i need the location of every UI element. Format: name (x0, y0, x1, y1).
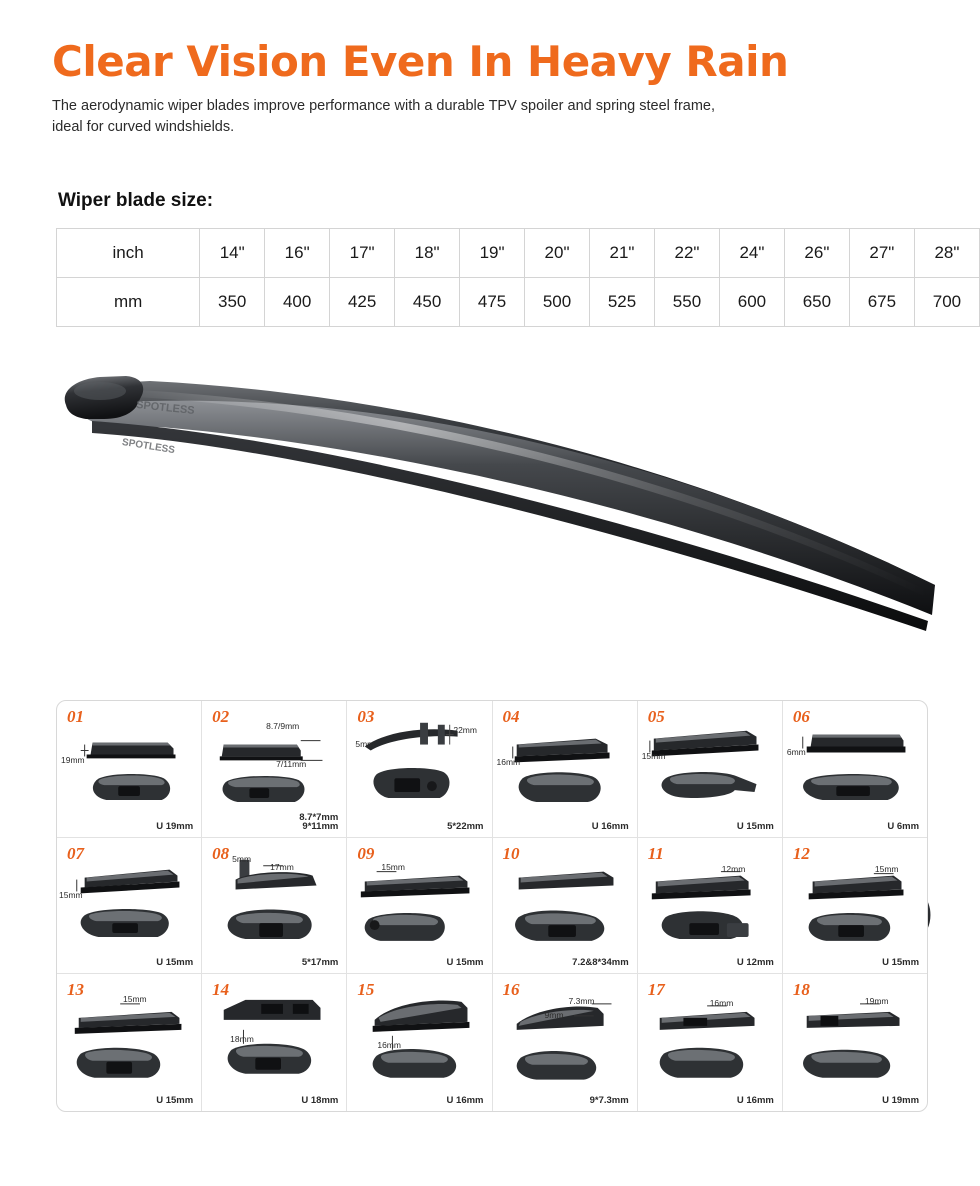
adapter-cell-08 (202, 838, 347, 975)
mm-cell: 700 (914, 278, 979, 327)
adapter-illustration (347, 974, 491, 1111)
adapter-caption: U 15mm (156, 1094, 194, 1106)
mm-cell: 350 (200, 278, 265, 327)
adapter-cell-16 (493, 974, 638, 1111)
adapter-cell-11 (638, 838, 783, 975)
adapter-cell-13 (57, 974, 202, 1111)
adapter-cell-03 (347, 701, 492, 838)
adapter-cell-14 (202, 974, 347, 1111)
mm-cell: 675 (849, 278, 914, 327)
adapter-caption: U 15mm (156, 957, 194, 969)
adapter-note: 22mm (453, 725, 477, 735)
adapter-note: 19mm (864, 996, 889, 1007)
inch-cell: 28" (914, 229, 979, 278)
adapter-cell-18 (783, 974, 927, 1111)
adapter-note: 15mm (59, 889, 83, 900)
adapter-cell-02 (202, 701, 347, 838)
adapter-number: 15 (357, 980, 375, 1000)
table-row (57, 278, 980, 327)
inch-cell: 19" (460, 229, 525, 278)
adapter-cell-15 (347, 974, 492, 1111)
adapter-cell-07 (57, 838, 202, 975)
adapter-illustration (202, 974, 346, 1111)
adapter-note: 19mm (61, 755, 85, 765)
adapter-illustration (638, 838, 782, 974)
inch-cell: 18" (395, 229, 460, 278)
adapter-illustration (493, 701, 637, 837)
adapter-caption-line1: 8.7*7mm (299, 811, 339, 823)
adapter-caption: U 12mm (736, 957, 774, 969)
adapter-caption: U 16mm (591, 820, 629, 832)
adapter-note: 18mm (230, 1034, 254, 1045)
adapter-note: 6mm (786, 747, 806, 757)
adapter-number: 16 (502, 980, 520, 1000)
adapter-cell-04 (493, 701, 638, 838)
inch-cell: 26" (784, 229, 849, 278)
adapter-illustration (783, 838, 927, 974)
adapter-number: 11 (647, 843, 664, 863)
brand-logo-blade-small: SPOTLESS (121, 437, 176, 457)
adapter-illustration (783, 974, 927, 1111)
mm-cell: 650 (784, 278, 849, 327)
adapter-illustration (57, 701, 201, 837)
adapter-number: 08 (212, 843, 230, 863)
adapter-cell-01 (57, 701, 202, 838)
adapter-caption: 7.2&8*34mm (572, 957, 629, 969)
inch-cell: 14" (200, 229, 265, 278)
adapter-illustration (638, 974, 782, 1111)
adapter-caption: U 6mm (887, 820, 920, 832)
adapter-number: 13 (67, 980, 84, 1000)
adapter-row (57, 974, 927, 1111)
adapter-caption: U 15mm (446, 957, 484, 969)
wiper-size-table (56, 228, 980, 327)
adapter-note: 16mm (496, 757, 521, 767)
mm-cell: 400 (265, 278, 330, 327)
adapter-note: 7/11mm (276, 759, 307, 769)
adapter-illustration (57, 838, 201, 974)
mm-cell: 475 (460, 278, 525, 327)
adapter-illustration (783, 701, 927, 837)
adapter-note: 12mm (721, 863, 746, 874)
adapter-cell-06 (783, 701, 927, 838)
adapter-number: 17 (647, 980, 665, 1000)
adapter-note: 15mm (874, 863, 899, 874)
adapter-caption: U 19mm (156, 820, 194, 832)
adapter-note: 15mm (123, 994, 147, 1005)
adapter-cell-17 (638, 974, 783, 1111)
row-header-inch: inch (57, 229, 200, 278)
adapter-caption: U 16mm (736, 1094, 774, 1106)
inch-cell: 22" (654, 229, 719, 278)
adapter-number: 09 (357, 843, 375, 863)
inch-cell: 20" (525, 229, 590, 278)
adapter-note: 15mm (381, 861, 405, 872)
adapter-caption-line2: 9*11mm (302, 820, 339, 832)
mm-cell: 600 (719, 278, 784, 327)
page-title: Clear Vision Even In Heavy Rain (52, 37, 789, 86)
row-header-mm: mm (57, 278, 200, 327)
adapter-compatibility-grid (56, 700, 928, 1112)
adapter-note: 16mm (709, 998, 734, 1009)
adapter-caption: 5*22mm (447, 820, 484, 832)
table-row (57, 229, 980, 278)
adapter-cell-09 (347, 838, 492, 975)
adapter-illustration (493, 974, 637, 1111)
inch-cell: 16" (265, 229, 330, 278)
adapter-illustration (347, 701, 491, 837)
mm-cell: 550 (654, 278, 719, 327)
brand-logo-blade: SPOTLESS (135, 399, 196, 418)
mm-cell: 500 (525, 278, 590, 327)
adapter-row (57, 838, 927, 975)
adapter-note: 9mm (544, 1010, 564, 1021)
page-subtitle: The aerodynamic wiper blades improve performance with a durable TPV spoiler and spring steel frame, ideal for curved windshields. (52, 98, 716, 136)
inch-cell: 17" (330, 229, 395, 278)
adapter-number: 01 (67, 707, 84, 726)
adapter-cell-10 (493, 838, 638, 975)
page-header (0, 0, 980, 138)
adapter-number: 04 (502, 707, 520, 726)
adapter-caption: 5*17mm (301, 957, 339, 969)
adapter-number: 14 (212, 980, 230, 1000)
adapter-caption: 9*7.3mm (589, 1094, 629, 1106)
adapter-illustration (493, 838, 637, 974)
adapter-number: 06 (792, 707, 810, 726)
adapter-caption: U 19mm (882, 1094, 920, 1106)
inch-cell: 24" (719, 229, 784, 278)
adapter-caption: U 18mm (301, 1094, 339, 1106)
adapter-number: 10 (502, 843, 520, 863)
adapter-number: 05 (647, 707, 665, 726)
adapter-note: 5mm (232, 853, 252, 864)
adapter-note: 17mm (270, 861, 294, 872)
mm-cell: 425 (330, 278, 395, 327)
adapter-note: 5mm (355, 739, 375, 749)
inch-cell: 27" (849, 229, 914, 278)
adapter-row (57, 701, 927, 838)
adapter-number: 18 (792, 980, 810, 1000)
adapter-note: 16mm (377, 1040, 401, 1051)
adapter-illustration (202, 838, 346, 974)
wiper-size-section (0, 190, 980, 327)
adapter-cell-12 (783, 838, 927, 975)
adapter-number: 07 (67, 843, 84, 863)
adapter-note: 8.7/9mm (266, 721, 300, 731)
size-table-title: Wiper blade size: (58, 190, 214, 212)
adapter-caption: U 15mm (882, 957, 920, 969)
product-hero-image (0, 349, 980, 639)
adapter-illustration (638, 701, 782, 837)
adapter-number: 03 (357, 707, 375, 726)
adapter-illustration (347, 838, 491, 974)
adapter-note: 15mm (641, 751, 666, 761)
adapter-caption: U 16mm (446, 1094, 484, 1106)
adapter-caption: U 15mm (736, 820, 774, 832)
mm-cell: 450 (395, 278, 460, 327)
adapter-number: 12 (792, 843, 810, 863)
adapter-note: 7.3mm (568, 996, 595, 1007)
inch-cell: 21" (590, 229, 655, 278)
adapter-number: 02 (212, 707, 230, 726)
mm-cell: 525 (590, 278, 655, 327)
adapter-cell-05 (638, 701, 783, 838)
